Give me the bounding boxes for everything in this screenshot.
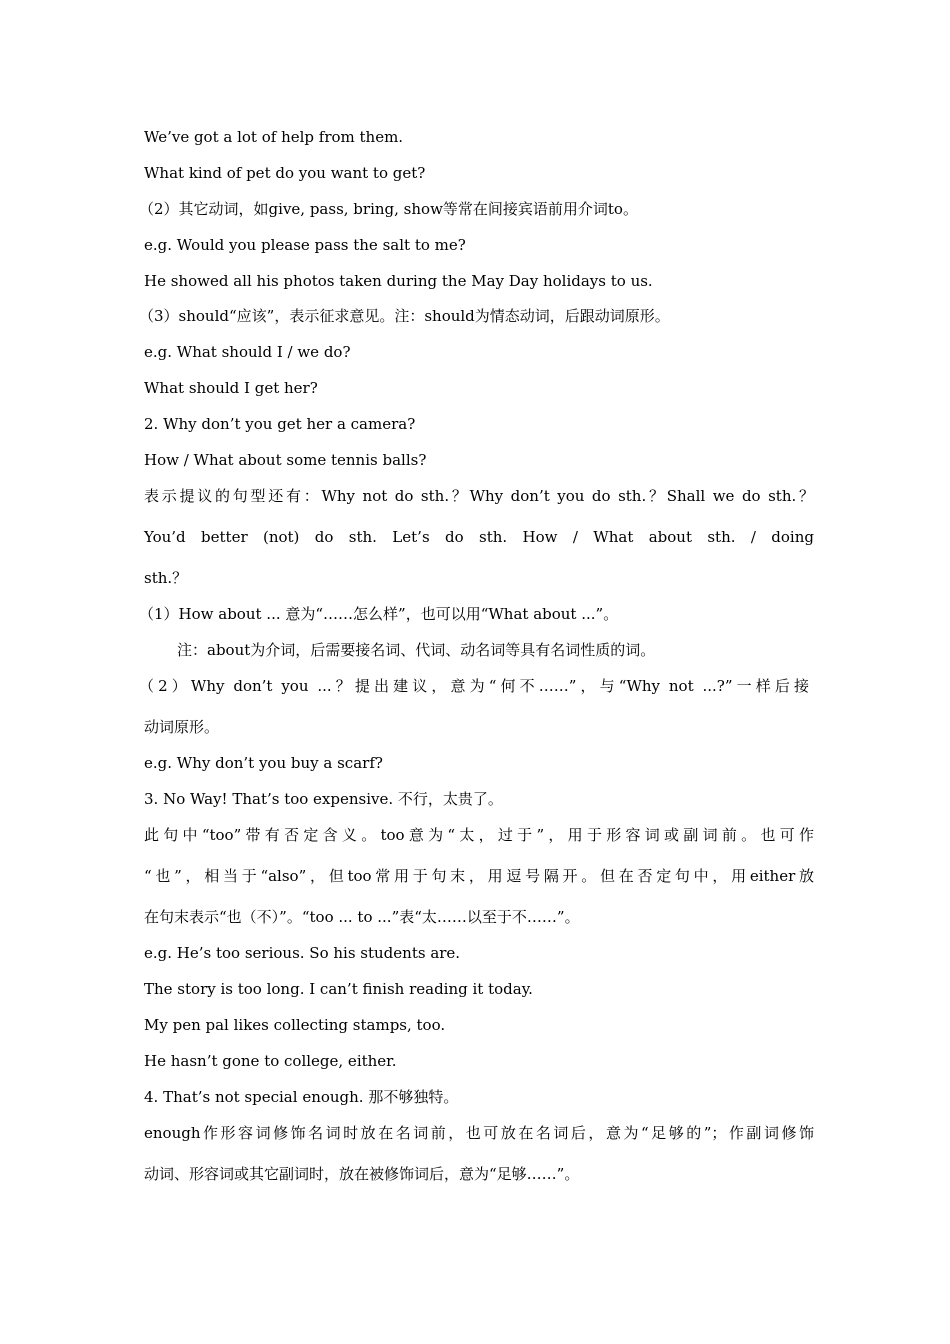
text-line: （3）should“应该”，表示征求意见。注：should为情态动词，后跟动词原形。 xyxy=(139,307,670,325)
text-line: （1）How about ... 意为“……怎么样”，也可以用“What about ...”。 xyxy=(139,605,619,623)
text-line: sth.？ xyxy=(144,569,188,587)
text-line: How / What about some tennis balls? xyxy=(144,451,427,469)
text-line: 4. That’s not special enough. 那不够独特。 xyxy=(144,1088,459,1106)
text-line: e.g. He’s too serious. So his students are. xyxy=(144,944,461,962)
text-line: 2. Why don’t you get her a camera? xyxy=(144,415,416,433)
text-line: What should I get her? xyxy=(144,379,318,397)
text-line: e.g. Would you please pass the salt to me? xyxy=(144,236,466,254)
text-line: （2）Why don’t you ...？提出建议，意为“何不……”，与“Why not ...?”一样后接 xyxy=(139,677,809,695)
text-line: 注：about为介词，后需要接名词、代词、动名词等具有名词性质的词。 xyxy=(177,641,656,659)
text-line: We’ve got a lot of help from them. xyxy=(144,128,404,146)
text-line: 此句中“too”带有否定含义。too意为“太，过于”，用于形容词或副词前。也可作 xyxy=(144,826,814,844)
text-line: e.g. What should I / we do? xyxy=(144,343,351,361)
text-line: 表示提议的句型还有：Why not do sth.？Why don’t you do sth.？Shall we do sth.？ xyxy=(144,487,814,505)
text-line: 动词、形容词或其它副词时，放在被修饰词后，意为“足够……”。 xyxy=(144,1165,580,1183)
text-line: “也”，相当于“also”，但too常用于句末，用逗号隔开。但在否定句中，用either放 xyxy=(144,867,814,885)
text-line: You’d better (not) do sth. Let’s do sth. How / What about sth. / doing xyxy=(144,528,814,546)
text-line: My pen pal likes collecting stamps, too. xyxy=(144,1016,446,1034)
text-line: （2）其它动词，如give, pass, bring, show等常在间接宾语前用介词to。 xyxy=(139,200,638,218)
text-line: 动词原形。 xyxy=(144,718,220,736)
text-line: enough作形容词修饰名词时放在名词前，也可放在名词后，意为“足够的”；作副词修饰 xyxy=(144,1124,814,1142)
text-line: What kind of pet do you want to get? xyxy=(144,164,426,182)
text-line: 在句末表示“也（不）”。“too ... to ...”表“太……以至于不……”。 xyxy=(144,908,580,926)
text-line: He hasn’t gone to college, either. xyxy=(144,1052,397,1070)
text-line: e.g. Why don’t you buy a scarf? xyxy=(144,754,383,772)
text-line: 3. No Way! That’s too expensive. 不行，太贵了。 xyxy=(144,790,503,808)
text-line: He showed all his photos taken during the May Day holidays to us. xyxy=(144,272,653,290)
text-line: The story is too long. I can’t finish reading it today. xyxy=(144,980,533,998)
